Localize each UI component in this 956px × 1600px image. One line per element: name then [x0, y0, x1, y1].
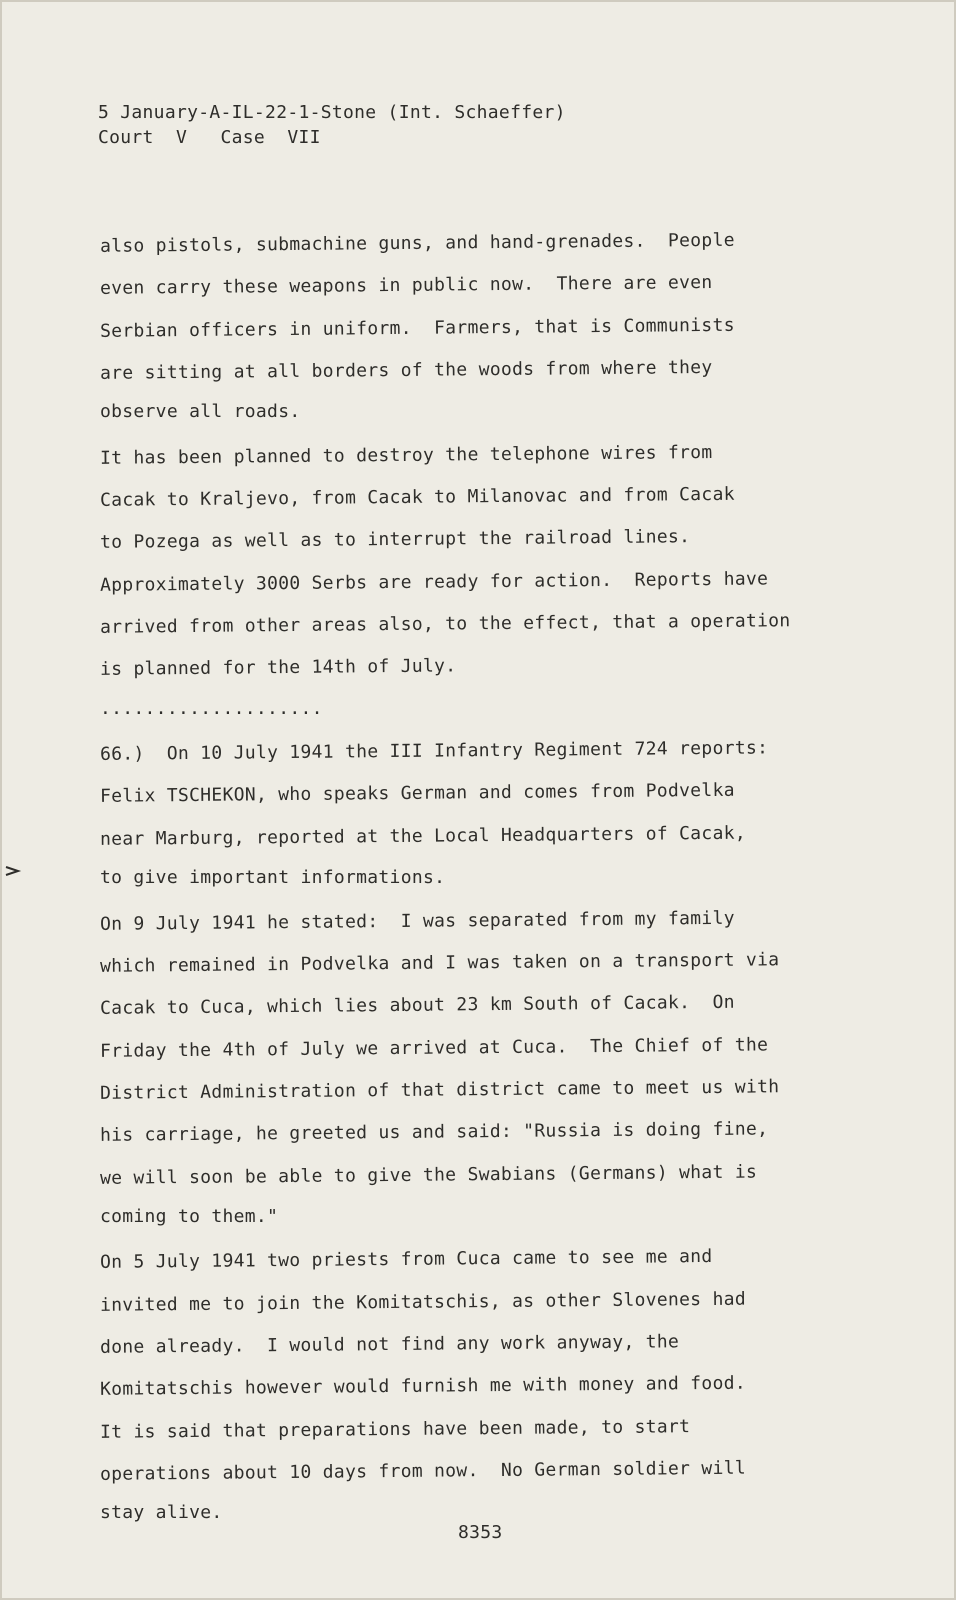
text-line-29: It is said that preparations have been made, to start [99, 1415, 691, 1443]
text-line-21: District Administration of that district came to meet us with [99, 1076, 780, 1104]
text-line-16: to give important informations. [100, 867, 446, 889]
text-line-4: are sitting at all borders of the woods from where they [99, 356, 713, 384]
text-line-27: done already. I would not find any work anyway, the [99, 1331, 680, 1358]
text-line-26: invited me to join the Komitatschis, as other Slovenes had [99, 1288, 747, 1316]
text-line-13: 66.) On 10 July 1941 the III Infantry Regiment 724 reports: [99, 737, 769, 765]
text-line-28: Komitatschis however would furnish me with money and food. [99, 1372, 747, 1401]
text-line-24: coming to them." [100, 1205, 279, 1227]
text-line-23: we will soon be able to give the Swabians (Germans) what is [99, 1161, 758, 1189]
text-line-10: arrived from other areas also, to the effect, that a operation [99, 610, 791, 638]
document-header [98, 100, 566, 150]
text-line-22: his carriage, he greeted us and said: "Russia is doing fine, [99, 1118, 769, 1147]
text-line-7: Cacak to Kraljevo, from Cacak to Milanovac and from Cacak [99, 483, 735, 511]
text-line-14: Felix TSCHEKON, who speaks German and comes from Podvelka [99, 780, 735, 808]
dotted-separator: .................... [100, 697, 323, 719]
text-line-18: which remained in Podvelka and I was taken on a transport via [99, 949, 780, 977]
text-line-17: On 9 July 1941 he stated: I was separated from my family [99, 907, 735, 935]
document-body [100, 222, 900, 1535]
margin-arrow-icon [4, 865, 28, 877]
text-line-8: to Pozega as well as to interrupt the railroad lines. [99, 526, 691, 554]
text-line-5: observe all roads. [100, 401, 301, 423]
page-number: 8353 [458, 1522, 503, 1543]
text-line-25: On 5 July 1941 two priests from Cuca came to see me and [99, 1246, 713, 1274]
text-line-19: Cacak to Cuca, which lies about 23 km South of Cacak. On [99, 991, 735, 1020]
text-line-30: operations about 10 days from now. No German soldier will [99, 1457, 747, 1485]
text-line-3: Serbian officers in uniform. Farmers, that is Communists [99, 314, 735, 342]
text-line-31: stay alive. [100, 1502, 223, 1524]
text-line-15: near Marburg, reported at the Local Headquarters of Cacak, [99, 822, 747, 850]
header-reference-line: 5 January-A-IL-22-1-Stone (Int. Schaeffer) [98, 102, 566, 123]
text-line-6: It has been planned to destroy the telephone wires from [99, 441, 713, 469]
text-line-9: Approximately 3000 Serbs are ready for action. Reports have [99, 568, 769, 596]
text-line-2: even carry these weapons in public now. There are even [99, 272, 713, 300]
text-line-11: is planned for the 14th of July. [99, 655, 457, 681]
text-line-20: Friday the 4th of July we arrived at Cuca. The Chief of the [99, 1033, 769, 1062]
header-court-case-line: Court V Case VII [98, 127, 321, 148]
text-line-1: also pistols, submachine guns, and hand-grenades. People [99, 229, 735, 257]
